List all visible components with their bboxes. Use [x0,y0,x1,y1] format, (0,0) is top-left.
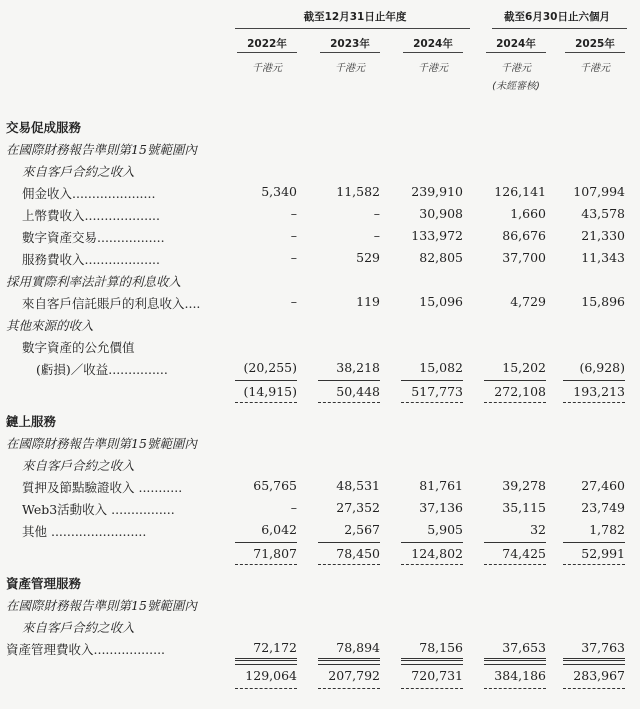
unit-label: 千港元 [335,63,365,74]
cell-value: 119 [356,294,380,309]
total-rule [318,658,380,661]
unit-label: 千港元 [580,63,610,74]
cell-value: 720,731 [411,668,463,683]
cell-value: 107,994 [573,184,625,199]
cell-value: 239,910 [411,184,463,199]
year-rule [403,52,463,53]
cell-value: 37,700 [502,250,546,265]
total-rule [563,542,625,543]
year-2022: 2022年 [247,38,287,50]
row-label: 來自客戶合約之收入 [22,164,135,179]
cell-value: 71,807 [253,546,297,561]
cell-value: 65,765 [253,478,297,493]
year-rule [237,52,297,53]
year-rule [565,52,625,53]
cell-value: 78,450 [336,546,380,561]
total-rule [401,402,463,403]
cell-value: 5,340 [261,184,297,199]
cell-value: 37,653 [502,640,546,655]
cell-value: 21,330 [581,228,625,243]
row-label: 來自客戶信託賬戶的利息收入.... [22,296,201,311]
total-rule [318,688,380,689]
row-label: 數字資產的公允價值 [22,340,135,355]
header-group-fy: 截至12月31日止年度 [303,11,407,23]
total-rule [484,380,546,381]
total-rule [235,542,297,543]
cell-value: – [290,228,297,243]
unit-label: 千港元 [501,63,531,74]
row-label: 數字資產交易................. [22,230,165,245]
cell-value: 6,042 [261,522,297,537]
cell-value: 1,660 [510,206,546,221]
cell-value: 4,729 [510,294,546,309]
total-rule [235,688,297,689]
year-2024: 2024年 [413,38,453,50]
row-label: 在國際財務報告準則第15號範圍內 [6,142,197,157]
total-rule [484,542,546,543]
cell-value: 5,905 [427,522,463,537]
cell-value: 39,278 [502,478,546,493]
cell-value: 38,218 [336,360,380,375]
row-label: Web3活動收入 ................ [22,502,175,517]
total-rule [484,564,546,565]
total-rule [401,664,463,665]
cell-value: 82,805 [419,250,463,265]
cell-value: 43,578 [581,206,625,221]
cell-value: 193,213 [573,384,625,399]
cell-value: 52,991 [581,546,625,561]
total-rule [235,658,297,661]
unit-label: 千港元 [252,63,282,74]
cell-value: 15,896 [581,294,625,309]
row-label: 服務費收入................... [22,252,160,267]
unaudited-label: (未經審核) [492,81,540,92]
total-rule [484,402,546,403]
cell-value: – [373,228,380,243]
cell-value: 27,352 [336,500,380,515]
row-label: 其他 ........................ [22,524,147,539]
row-label: 資產管理費收入.................. [6,642,166,657]
cell-value: 50,448 [336,384,380,399]
section-heading: 交易促成服務 [6,120,82,135]
cell-value: – [290,294,297,309]
cell-value: 74,425 [502,546,546,561]
cell-value: 1,782 [589,522,625,537]
cell-value: (20,255) [243,360,297,375]
total-rule [563,658,625,661]
cell-value: – [373,206,380,221]
cell-value: 133,972 [411,228,463,243]
total-rule [401,380,463,381]
cell-value: 2,567 [344,522,380,537]
year-rule [320,52,380,53]
cell-value: – [290,250,297,265]
row-label: 來自客戶合約之收入 [22,458,135,473]
total-rule [563,380,625,381]
year-2023: 2023年 [330,38,370,50]
total-rule [401,658,463,661]
cell-value: 27,460 [581,478,625,493]
cell-value: (6,928) [579,360,625,375]
cell-value: 15,082 [419,360,463,375]
cell-value: 35,115 [502,500,546,515]
cell-value: 78,156 [419,640,463,655]
total-rule [484,664,546,665]
row-label: 在國際財務報告準則第15號範圍內 [6,436,197,451]
row-label: 佣金收入..................... [22,186,156,201]
cell-value: 32 [530,522,546,537]
cell-value: (14,915) [243,384,297,399]
row-label: 其他來源的收入 [6,318,94,333]
cell-value: 15,202 [502,360,546,375]
cell-value: 283,967 [573,668,625,683]
cell-value: 23,749 [581,500,625,515]
total-rule [563,402,625,403]
cell-value: 78,894 [336,640,380,655]
total-rule [235,402,297,403]
year-2024-h1: 2024年 [496,38,536,50]
row-label: 在國際財務報告準則第15號範圍內 [6,598,197,613]
total-rule [318,664,380,665]
cell-value: – [290,206,297,221]
row-label: (虧損)／收益............... [36,362,168,377]
cell-value: 207,792 [328,668,380,683]
cell-value: 129,064 [245,668,297,683]
cell-value: 517,773 [411,384,463,399]
total-rule [484,688,546,689]
cell-value: 72,172 [253,640,297,655]
total-rule [484,658,546,661]
section-heading: 鏈上服務 [6,414,57,429]
total-rule [235,564,297,565]
total-rule [235,380,297,381]
total-rule [563,564,625,565]
section-heading: 資產管理服務 [6,576,82,591]
total-rule [318,402,380,403]
cell-value: 37,136 [419,500,463,515]
total-rule [401,564,463,565]
total-rule [563,688,625,689]
row-label: 上幣費收入................... [22,208,160,223]
cell-value: 81,761 [419,478,463,493]
header-group-h1-rule [492,28,627,29]
total-rule [235,664,297,665]
total-rule [318,564,380,565]
cell-value: 11,343 [581,250,625,265]
cell-value: 30,908 [419,206,463,221]
cell-value: 15,096 [419,294,463,309]
cell-value: 86,676 [502,228,546,243]
cell-value: 124,802 [411,546,463,561]
unit-label: 千港元 [418,63,448,74]
header-group-h1: 截至6月30日止六個月 [504,11,610,23]
cell-value: 529 [356,250,380,265]
total-rule [318,380,380,381]
cell-value: 48,531 [336,478,380,493]
header-group-fy-rule [235,28,470,29]
cell-value: 37,763 [581,640,625,655]
row-label: 採用實際利率法計算的利息收入 [6,274,182,289]
cell-value: – [290,500,297,515]
year-2025-h1: 2025年 [575,38,615,50]
row-label: 質押及節點驗證收入 ........... [22,480,183,495]
cell-value: 11,582 [336,184,380,199]
total-rule [563,664,625,665]
total-rule [401,542,463,543]
total-rule [318,542,380,543]
cell-value: 384,186 [494,668,546,683]
year-rule [486,52,546,53]
cell-value: 126,141 [494,184,546,199]
total-rule [401,688,463,689]
cell-value: 272,108 [494,384,546,399]
row-label: 來自客戶合約之收入 [22,620,135,635]
